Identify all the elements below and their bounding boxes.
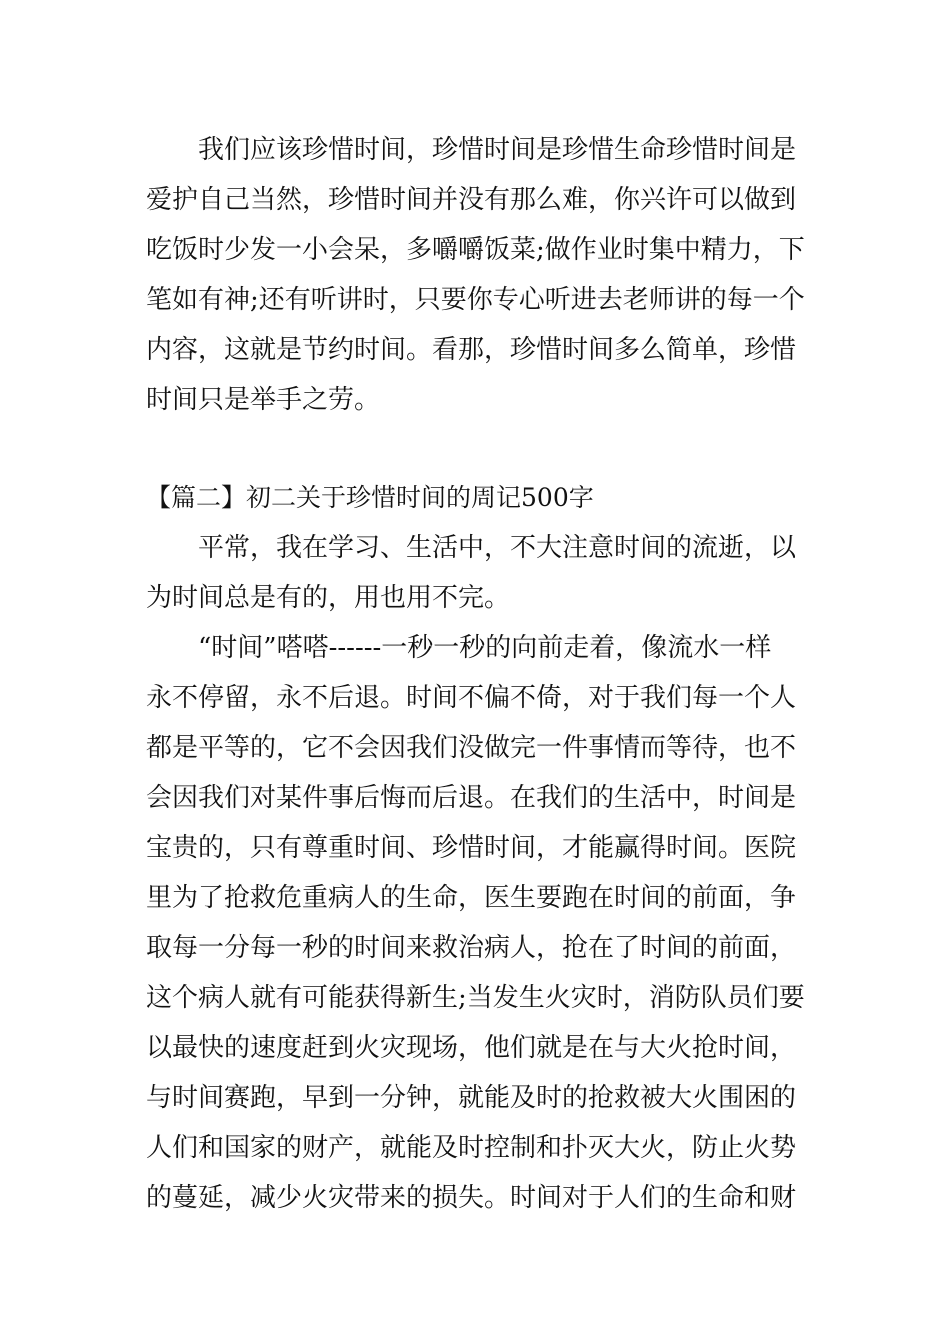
paragraph-3-line-1: “时间”嗒嗒------一秒一秒的向前走着，像流水一样 [198,633,772,663]
paragraph-1-line-2: 爱护自己当然，珍惜时间并没有那么难，你兴许可以做到 [146,185,797,215]
paragraph-3-line-7: 取每一分每一秒的时间来救治病人，抢在了时间的前面， [146,933,797,963]
paragraph-3-line-11: 人们和国家的财产，就能及时控制和扑灭大火，防止火势 [146,1133,797,1163]
paragraph-2-line-1: 平常，我在学习、生活中，不大注意时间的流逝，以 [198,533,797,563]
paragraph-3-line-8: 这个病人就有可能获得新生;当发生火灾时，消防队员们要 [146,983,805,1013]
paragraph-1-line-4: 笔如有神;还有听讲时，只要你专心听进去老师讲的每一个 [146,285,805,315]
paragraph-1-line-5: 内容，这就是节约时间。看那，珍惜时间多么简单，珍惜 [146,335,797,365]
paragraph-3-line-12: 的蔓延，减少火灾带来的损失。时间对于人们的生命和财 [146,1183,797,1213]
paragraph-3-line-4: 会因我们对某件事后悔而后退。在我们的生活中，时间是 [146,783,797,813]
paragraph-1-line-1: 我们应该珍惜时间，珍惜时间是珍惜生命珍惜时间是 [198,135,797,165]
paragraph-1-line-3: 吃饭时少发一小会呆，多嚼嚼饭菜;做作业时集中精力，下 [146,235,805,265]
paragraph-3-line-10: 与时间赛跑，早到一分钟，就能及时的抢救被大火围困的 [146,1083,797,1113]
paragraph-2-line-2: 为时间总是有的，用也用不完。 [146,583,511,613]
paragraph-1-line-6: 时间只是举手之劳。 [146,385,381,415]
paragraph-3-line-6: 里为了抢救危重病人的生命，医生要跑在时间的前面，争 [146,883,797,913]
paragraph-3-line-2: 永不停留，永不后退。时间不偏不倚，对于我们每一个人 [146,683,797,713]
paragraph-3-line-9: 以最快的速度赶到火灾现场，他们就是在与大火抢时间， [146,1033,797,1063]
paragraph-3-line-5: 宝贵的，只有尊重时间、珍惜时间，才能赢得时间。医院 [146,833,797,863]
paragraph-3-line-3: 都是平等的，它不会因我们没做完一件事情而等待，也不 [146,733,797,763]
section-title: 【篇二】初二关于珍惜时间的周记500字 [146,483,594,512]
